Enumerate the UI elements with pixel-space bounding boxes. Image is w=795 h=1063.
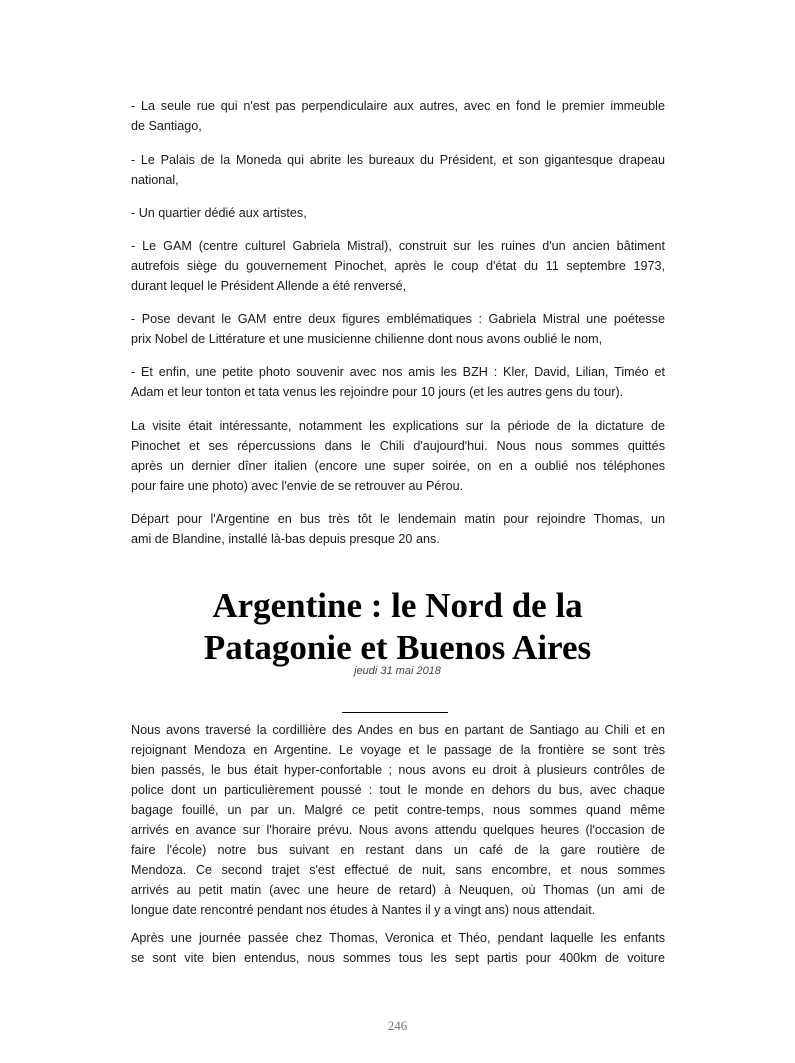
paragraph <box>131 203 665 223</box>
text-line: Adam et leur tonton et tata venus les rejoindre pour 10 jours (et les autres gens du tour). <box>131 385 624 399</box>
text-line: après un dernier dîner italien (encore une super soirée, on en a oublié nos téléphones <box>131 459 665 473</box>
text-line: national, <box>131 173 179 187</box>
text-line: arrivés au petit matin (avec une heure de retard) à Neuquen, où Thomas (un ami de <box>131 883 665 897</box>
text-line: police dont un particulièrement poussé : tout le monde en dehors du bus, avec chaque <box>131 783 665 797</box>
text-line: - Un quartier dédié aux artistes, <box>131 206 307 220</box>
chapter-date: jeudi 31 mai 2018 <box>354 665 441 677</box>
text-line: pour faire une photo) avec l'envie de se retrouver au Pérou. <box>131 479 464 493</box>
paragraph <box>131 928 665 968</box>
text-line: La visite était intéressante, notamment les explications sur la période de la dictature de <box>131 419 665 433</box>
paragraph <box>131 416 665 496</box>
text-line: autrefois siège du gouvernement Pinochet, après le coup d'état du 11 septembre 1973, <box>131 259 665 273</box>
text-line: prix Nobel de Littérature et une musicienne chilienne dont nous avons oublié le nom, <box>131 332 603 346</box>
paragraph <box>131 720 665 920</box>
text-line: de Santiago, <box>131 119 202 133</box>
text-line: Départ pour l'Argentine en bus très tôt le lendemain matin pour rejoindre Thomas, un <box>131 512 665 526</box>
paragraph <box>131 362 665 402</box>
text-line: ami de Blandine, installé là-bas depuis presque 20 ans. <box>131 532 440 546</box>
text-line: Nous avons traversé la cordillière des Andes en bus en partant de Santiago au Chili et en <box>131 723 665 737</box>
text-line: faire l'école) notre bus suivant en restant dans un café de la gare routière de <box>131 843 665 857</box>
text-line: - La seule rue qui n'est pas perpendiculaire aux autres, avec en fond le premier immeuble <box>131 99 665 113</box>
text-line: rejoignant Mendoza en Argentine. Le voyage et le passage de la frontière se sont très <box>131 743 665 757</box>
chapter-title-line-2: Patagonie et Buenos Aires <box>203 628 592 667</box>
text-line: - Et enfin, une petite photo souvenir avec nos amis les BZH : Kler, David, Lilian, Timéo et <box>131 365 665 379</box>
paragraph <box>131 150 665 190</box>
page-number: 246 <box>387 1018 408 1033</box>
paragraph <box>131 309 665 349</box>
text-line: bien passés, le bus était hyper-confortable ; nous avons eu droit à plusieurs contrôles de <box>131 763 665 777</box>
text-line: - Pose devant le GAM entre deux figures emblématiques : Gabriela Mistral une poétesse <box>131 312 665 326</box>
chapter-title-line-1: Argentine : le Nord de la <box>212 586 583 625</box>
paragraph <box>131 96 665 136</box>
paragraph <box>131 236 665 296</box>
text-line: Pinochet et ses répercussions dans le Chili d'aujourd'hui. Nous nous sommes quittés <box>131 439 665 453</box>
text-line: - Le GAM (centre culturel Gabriela Mistral), construit sur les ruines d'un ancien bâtiment <box>131 239 665 253</box>
separator-rule <box>342 712 448 713</box>
text-line: se sont vite bien entendus, nous sommes tous les sept partis pour 400km de voiture <box>131 951 665 965</box>
text-line: Mendoza. Ce second trajet s'est effectué de nuit, sans encombre, et nous sommes <box>131 863 665 877</box>
text-line: - Le Palais de la Moneda qui abrite les bureaux du Président, et son gigantesque drapeau <box>131 153 665 167</box>
text-line: bagage fouillé, un par un. Malgré ce petit contre-temps, nous sommes quand même <box>131 803 665 817</box>
paragraph <box>131 509 665 549</box>
text-line: longue date rencontré pendant nos études à Nantes il y a vingt ans) nous attendait. <box>131 903 596 917</box>
text-line: durant lequel le Président Allende a été renversé, <box>131 279 407 293</box>
text-line: arrivés en avance sur l'horaire prévu. Nous avons attendu quelques heures (l'occasion de <box>131 823 665 837</box>
text-line: Après une journée passée chez Thomas, Veronica et Théo, pendant laquelle les enfants <box>131 931 665 945</box>
